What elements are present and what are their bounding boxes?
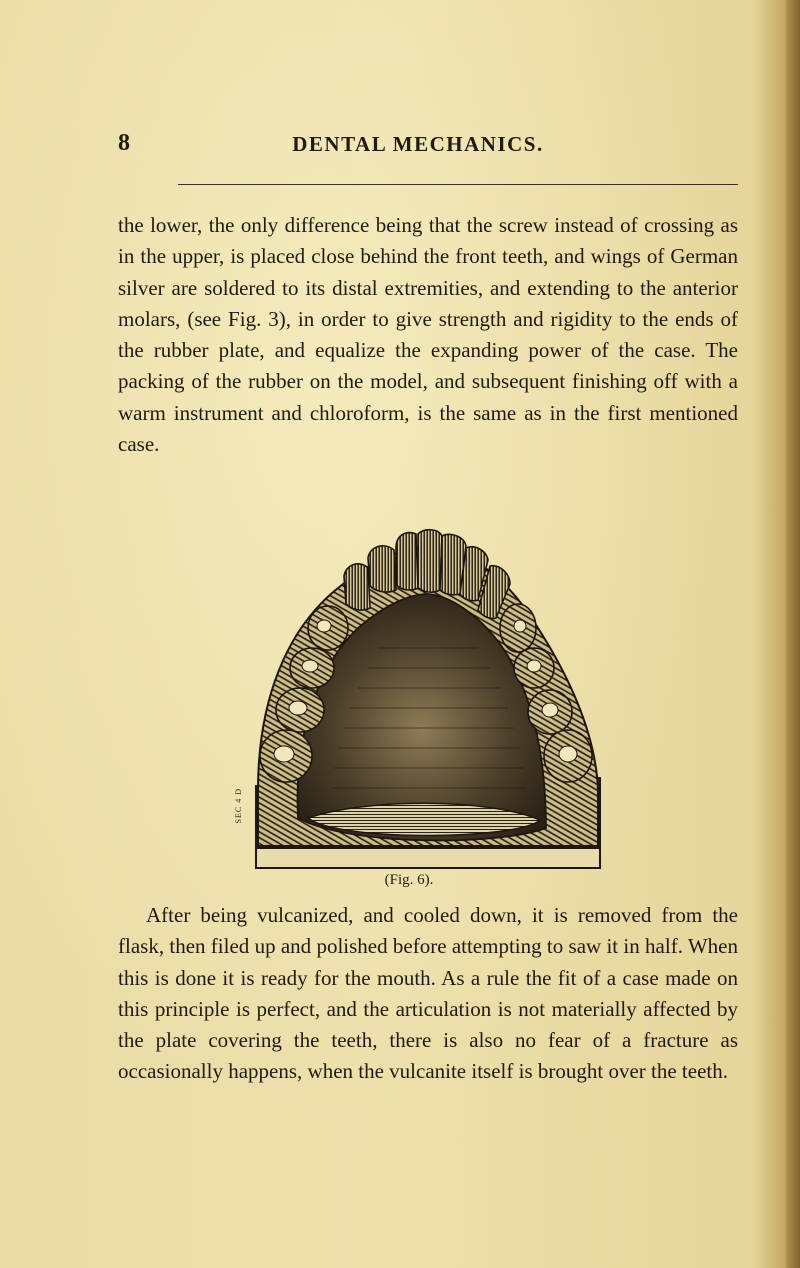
page-edge-shadow: [786, 0, 800, 1268]
paragraph-1: the lower, the only difference being that the screw instead of crossing as in the upper, is placed close behind the front teeth, and wings of German silver are soldered to its distal extremities, and extending to the anterior molars, (see Fig. 3), in order to give strength and rigidity to the ends of the rubber plate, and equalize the expanding power of the case. The packing of the rubber on the model, and subsequent finishing off with a warm instrument and chloroform, is the same as in the first mentioned case.: [118, 213, 738, 457]
header-rule: [178, 184, 738, 185]
paragraph-2: After being vulcanized, and cooled down, it is removed from the flask, then filed up and polished before attempting to saw it in half. When this is done it is ready for the mouth. As a rule the fit of a case made on this principle is perfect, and the articulation is not materially affected by the plate covering the teeth, there is also no fear of a fracture as occasionally happens, when the vulcanite itself is brought over the teeth.: [118, 903, 738, 1084]
figure-side-mark: SEC 4 D: [234, 788, 243, 824]
running-head: DENTAL MECHANICS.: [292, 132, 544, 156]
page-header: [118, 130, 718, 170]
page-number: 8: [118, 130, 130, 156]
dental-plate-illustration: [228, 528, 608, 870]
figure-caption: (Fig. 6).: [384, 872, 434, 888]
